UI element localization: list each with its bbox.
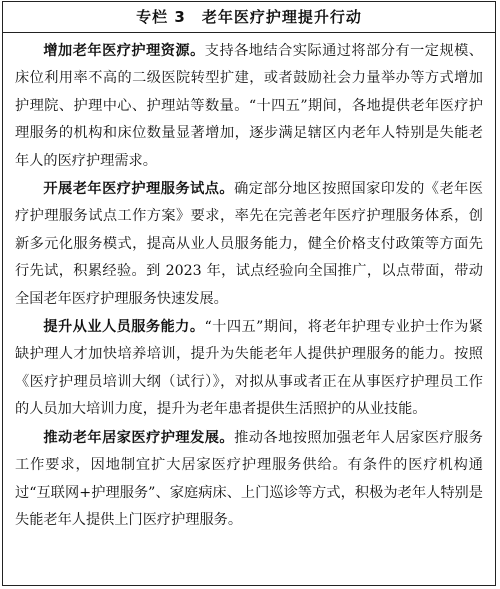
paragraph-staff-capability — [15, 314, 483, 424]
paragraph-body: 推动各地按照加强老年人居家医疗服务工作要求，因地制宜扩大居家医疗护理服务供给。有条件的医疗机构通过“互联网+护理服务”、家庭病床、上门巡诊等方式，积极为老年人特别是失能老年人提供上门医疗护理服务。 — [15, 429, 483, 528]
box-title: 专栏 3 老年医疗护理提升行动 — [3, 2, 495, 33]
paragraph-lead: 增加老年医疗护理资源。 — [43, 43, 205, 59]
paragraph-body: 支持各地结合实际通过将部分有一定规模、床位利用率不高的二级医院转型扩建，或者鼓励社会力量举办等方式增加护理院、护理中心、护理站等数量。“十四五”期间，各地提供老年医疗护理服务的机构和床位数量显著增加，逐步满足辖区内老年人特别是失能老年人的医疗护理需求。 — [15, 43, 483, 169]
paragraph-lead: 推动老年居家医疗护理发展。 — [43, 429, 235, 446]
paragraph-body: 确定部分地区按照国家印发的《老年医疗护理服务试点工作方案》要求，率先在完善老年医疗护理服务体系，创新多元化服务模式，提高从业人员服务能力，健全价格支付政策等方面先行先试，积累经验。到 2023 年，试点经验向全国推广，以点带面，带动全国老年医疗护理服务快速发展。 — [15, 181, 483, 307]
paragraph-body: “十四五”期间，将老年护理专业护士作为紧缺护理人才加快培养培训，提升为失能老年人提供护理服务的能力。按照《医疗护理员培训大纲（试行）》，对拟从事或者正在从事医疗护理员工作的人员加大培训力度，提升为老年患者提供生活照护的从业技能。 — [15, 319, 483, 418]
paragraph-lead: 提升从业人员服务能力。 — [43, 319, 205, 336]
paragraph-lead: 开展老年医疗护理服务试点。 — [43, 181, 235, 198]
column-box — [2, 1, 496, 586]
box-content — [3, 33, 495, 534]
paragraph-nursing-resources — [15, 38, 483, 175]
paragraph-home-care — [15, 425, 483, 535]
paragraph-pilot-program — [15, 176, 483, 313]
